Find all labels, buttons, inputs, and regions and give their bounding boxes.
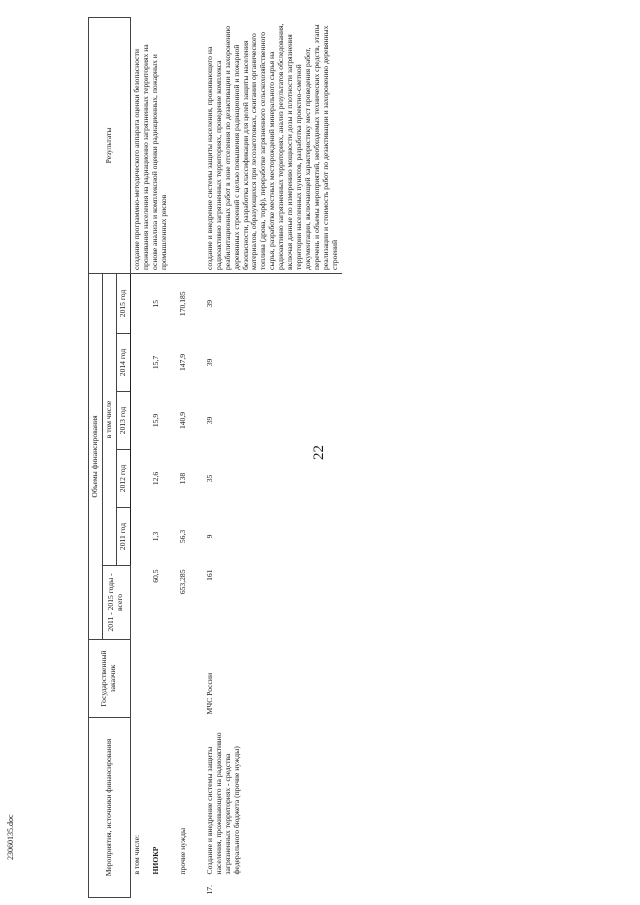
header-year-2013: 2013 год [116, 391, 130, 449]
row-2014 [130, 333, 143, 391]
row-activity: Создание и внедрение системы защиты населения, проживающего на радиоактивно загрязненных территориях - средства федерального бюджета (прочие нужды) [204, 732, 241, 875]
header-year-2015: 2015 год [116, 273, 130, 333]
row-customer [163, 639, 190, 717]
row-2013: 15,9 [150, 413, 160, 428]
row-2011 [130, 507, 143, 565]
row-2012 [130, 449, 143, 507]
header-customer: Государственный заказчик [89, 639, 131, 717]
row-number [163, 878, 190, 898]
row-2015: 39 [204, 299, 214, 308]
row-2013: 140,9 [177, 411, 187, 430]
row-number [144, 878, 163, 898]
row-2013 [130, 391, 143, 449]
header-funding-volumes: Объемы финансирования [89, 273, 103, 639]
row-2012: 35 [204, 474, 214, 483]
header-results: Результаты [89, 17, 131, 273]
table-row [204, 17, 342, 897]
row-2015 [130, 273, 143, 333]
row-2013: 39 [204, 416, 214, 425]
row-2012: 138 [177, 472, 187, 485]
row-customer: МЧС России [204, 672, 214, 715]
row-total: 653,285 [177, 569, 187, 595]
row-total [130, 565, 143, 639]
row-2014: 147,9 [177, 353, 187, 372]
table-row-gap [190, 17, 204, 897]
funding-table [88, 17, 342, 898]
row-number: 17. [204, 885, 214, 895]
page-number: 22 [311, 445, 327, 460]
funding-table-rotated [88, 18, 533, 898]
row-2011: 56,3 [177, 529, 187, 544]
row-result: создание программно-методического аппарата оценки безопасности проживания населения на радиационно загрязненных территориях на основе анализа и комплексной оценки радиационных, пожарных и промышленных рисков [130, 17, 189, 273]
row-2011: 9 [204, 534, 214, 539]
header-year-2012: 2012 год [116, 449, 130, 507]
row-total: 161 [204, 569, 214, 581]
header-including: в том числе [102, 273, 116, 565]
row-2011: 1,3 [150, 531, 160, 542]
table-row [130, 17, 143, 897]
row-customer [144, 639, 163, 717]
row-total: 60,5 [150, 569, 160, 583]
row-activity: в том числе: [131, 834, 141, 875]
row-activity: прочие нужды [177, 827, 187, 875]
row-2015: 170,185 [177, 291, 187, 317]
row-2014: 15,7 [150, 355, 160, 370]
row-result: создание и внедрение системы защиты населения, проживающего на радиоактивно загрязненных территориях, проведение комплекса реабилитационных работ в зоне отселения по дезактивации и захоронению деревянных строений с целью повышения радиационной и пожарной безопасности, разработка классификации для целей защиты населения материалов, образующихся при лесозаготовках, сжигании органического топлива (дрова, торф), переработке загрязненного сельскохозяйственного сырья, разработке местных месторождений минерального сырья на радиоактивно загрязненных территориях, анализ результатов обследования, включая данные по измерению мощности дозы и плотности загрязнения территории населенных пунктов, разработка проектно-сметной документации, включающей характеристику мест проведения работ, перечень и объемы мероприятий, необходимых технических средств, этапы реализации и стоимость работ по дезактивации и захоронению деревянных строений [204, 17, 342, 273]
document-code: 23060135.doc [6, 814, 15, 860]
row-2014: 39 [204, 358, 214, 367]
row-2015: 15 [150, 299, 160, 308]
row-2012: 12,6 [150, 471, 160, 486]
row-customer [130, 639, 143, 717]
header-year-2014: 2014 год [116, 333, 130, 391]
row-activity: НИОКР [150, 846, 160, 875]
header-activity: Мероприятия, источники финансирования [89, 717, 131, 897]
row-number [130, 878, 143, 898]
header-year-2011: 2011 год [116, 507, 130, 565]
header-total: 2011 - 2015 годы - всего [102, 565, 130, 639]
